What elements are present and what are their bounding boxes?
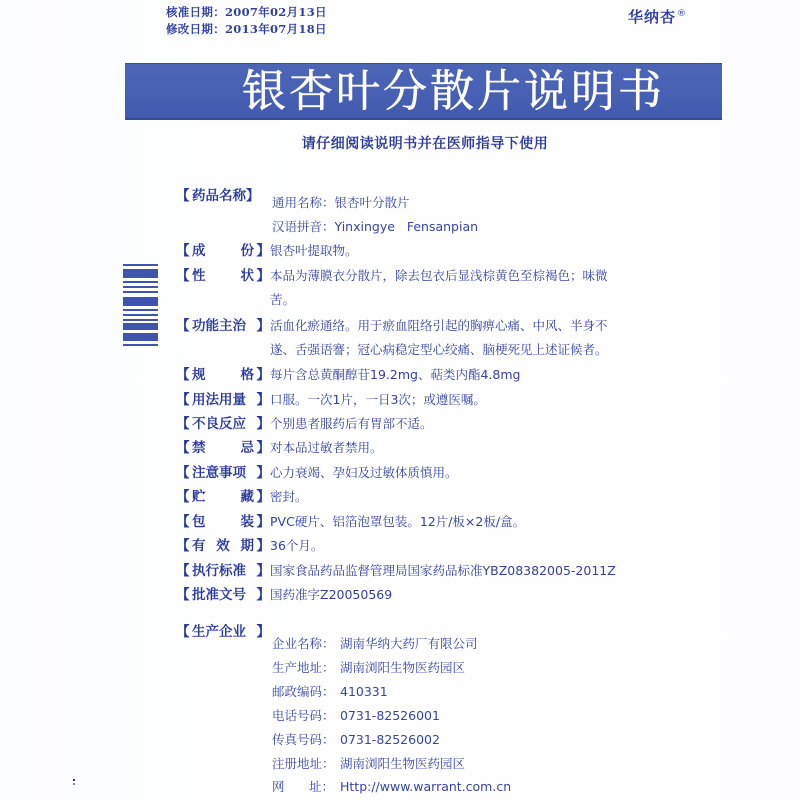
section-drug-name: 【 药品名称 】 [176, 188, 260, 204]
barcode-bar [123, 344, 158, 346]
company-name-key: 企业名称： [272, 636, 335, 651]
website-link[interactable]: Http://www.warrant.com.cn [340, 779, 512, 794]
section-label: 【 包 装 】 [176, 514, 270, 530]
registered-address-key: 注册地址： [272, 756, 335, 771]
section-description [176, 266, 608, 287]
section-manufacturer: 【 生产企业 】 [176, 624, 270, 640]
registered-address: 湖南浏阳生物医药园区 [340, 756, 466, 771]
pinyin-key: 汉语拼音： [272, 219, 335, 234]
company-name-row [272, 634, 478, 654]
section-indications [176, 316, 608, 337]
section-label: 【 执行标准 】 [176, 563, 270, 579]
scan-artifact [73, 779, 75, 787]
document-title: 银杏叶分散片说明书 [242, 66, 665, 117]
section-contraindications [176, 438, 383, 459]
revision-date: 2013年07月18日 [225, 22, 327, 36]
barcode-bar [123, 319, 158, 321]
approval-date: 2007年02月13日 [225, 5, 327, 19]
section-precautions [176, 463, 458, 484]
barcode-bar [123, 291, 158, 293]
fax-key: 传真号码： [272, 732, 335, 747]
ingredients-value: 银杏叶提取物。 [270, 243, 358, 258]
specification-value: 每片含总黄酮醇苷19.2mg、萜类内酯4.8mg [270, 367, 521, 382]
contraindications-value: 对本品过敏者禁用。 [270, 440, 383, 455]
phone-row [272, 706, 440, 726]
registered-address-row [272, 754, 465, 774]
barcode-bar [123, 333, 158, 341]
section-label: 【 批准文号 】 [176, 587, 270, 603]
section-standard [176, 561, 616, 582]
barcode-bar [123, 314, 158, 316]
barcode-bar [123, 281, 158, 283]
section-label: 【 贮 藏 】 [176, 489, 270, 505]
section-label: 【 禁 忌 】 [176, 440, 270, 456]
document-dates [166, 4, 327, 38]
barcode-bar [123, 264, 158, 266]
section-storage [176, 487, 308, 508]
barcode-bar [123, 269, 158, 278]
fax-row [272, 730, 440, 750]
barcode-bar [123, 297, 158, 306]
section-label: 【 成 份 】 [176, 243, 270, 259]
barcode-bar [123, 323, 158, 330]
dosage-value: 口服。一次1片，一日3次；或遵医嘱。 [270, 392, 486, 407]
generic-name: 银杏叶分散片 [334, 195, 410, 210]
generic-name-key: 通用名称： [272, 195, 335, 210]
section-dosage [176, 390, 486, 411]
section-specification [176, 365, 520, 386]
section-approval-number [176, 585, 392, 606]
reading-advisory: 请仔细阅读说明书并在医师指导下使用 [301, 136, 549, 152]
brand-logo [628, 6, 687, 27]
section-label: 【 规 格 】 [176, 367, 270, 383]
section-label: 【 有 效 期 】 [176, 538, 270, 554]
phone-number: 0731-82526001 [340, 708, 440, 723]
shelf-life-value: 36个月。 [270, 538, 324, 553]
phone-key: 电话号码： [272, 708, 335, 723]
approval-date-row [166, 4, 327, 21]
section-packaging [176, 512, 525, 533]
postcode-key: 邮政编码： [272, 684, 335, 699]
barcode-icon [123, 264, 158, 346]
packaging-value: PVC硬片、铝箔泡罩包装。12片/板×2板/盒。 [270, 514, 526, 529]
section-adverse-reactions [176, 414, 433, 435]
company-name: 湖南华纳大药厂有限公司 [340, 636, 478, 651]
brand-name: 华纳杏 [628, 8, 677, 26]
indications-line-2: 遂、舌强语謇；冠心病稳定型心绞痛、脑梗死见上述证候者。 [270, 342, 608, 357]
barcode-bar [123, 286, 158, 288]
production-address-key: 生产地址： [272, 660, 335, 675]
approval-date-label: 核准日期： [166, 5, 225, 19]
title-banner [125, 63, 722, 120]
precautions-value: 心力衰竭、孕妇及过敏体质慎用。 [270, 465, 458, 480]
section-ingredients [176, 241, 358, 262]
adverse-value: 个别患者服药后有胃部不适。 [270, 416, 433, 431]
postcode-row [272, 682, 388, 702]
pinyin-name: Yinxingye Fensanpian [334, 219, 479, 234]
generic-name-row [272, 193, 410, 213]
website-row [272, 777, 511, 797]
registered-mark-icon: ® [677, 9, 688, 19]
standard-value: 国家食品药品监督管理局国家药品标准YBZ08382005-2011Z [270, 563, 616, 578]
fax-number: 0731-82526002 [340, 732, 440, 747]
production-address: 湖南浏阳生物医药园区 [340, 660, 466, 675]
section-label: 【 注意事项 】 [176, 465, 270, 481]
pinyin-row [272, 217, 478, 237]
production-address-row [272, 658, 465, 678]
section-label: 【 性 状 】 [176, 268, 270, 284]
section-label: 【 用法用量 】 [176, 392, 270, 408]
section-label: 【 功能主治 】 [176, 318, 270, 334]
revision-date-row [166, 21, 327, 38]
postcode: 410331 [340, 684, 388, 699]
website-key: 网 址： [272, 779, 334, 794]
description-line-2: 苦。 [270, 292, 296, 307]
description-line-1: 本品为薄膜衣分散片，除去包衣后显浅棕黄色至棕褐色；味微 [270, 268, 608, 283]
storage-value: 密封。 [270, 489, 308, 504]
indications-line-1: 活血化瘀通络。用于瘀血阻络引起的胸痹心痛、中风、半身不 [270, 318, 608, 333]
barcode-bar [123, 309, 158, 311]
revision-date-label: 修改日期： [166, 22, 225, 36]
section-shelf-life [176, 536, 323, 557]
approval-number-value: 国药准字Z20050569 [270, 587, 393, 602]
section-label: 【 不良反应 】 [176, 416, 270, 432]
